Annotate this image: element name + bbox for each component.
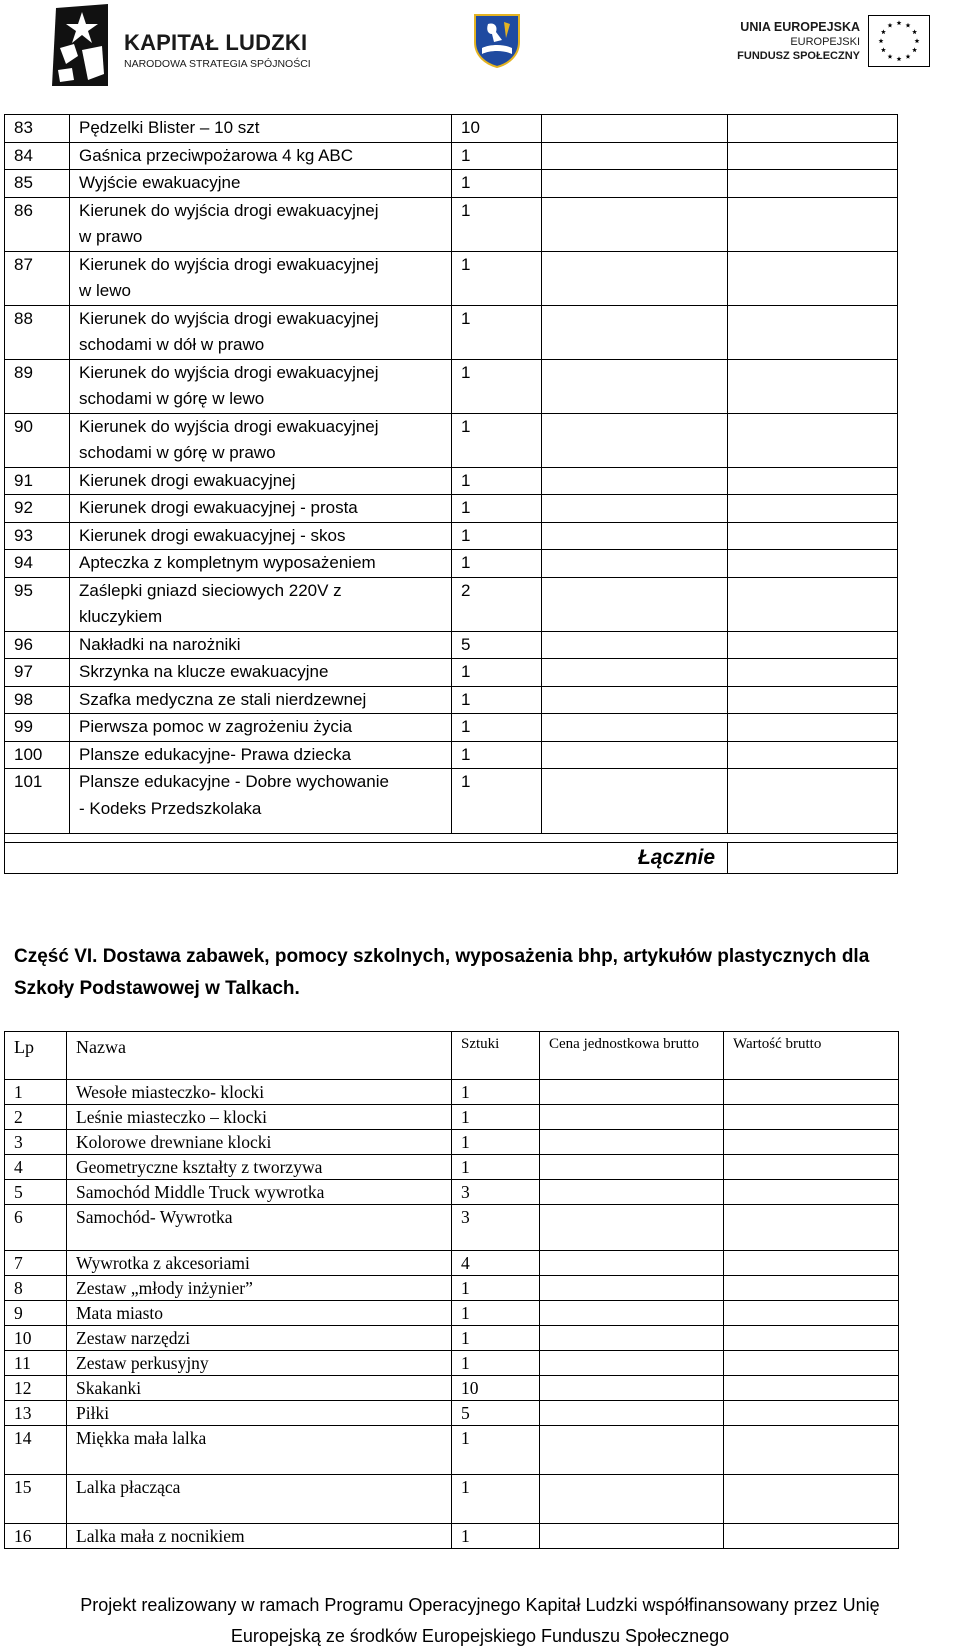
eu-label-line2: EUROPEJSKI [790,36,860,48]
row-unit-price [542,522,728,550]
row-unit-price [542,659,728,687]
table-header-row [5,1032,899,1080]
table-row [5,413,898,467]
row-unit-price [542,142,728,170]
row-qty: 1 [452,1130,540,1155]
table-row [5,197,898,251]
row-total-value [724,1276,899,1301]
row-name [70,115,452,143]
row-total-value [724,1426,899,1475]
row-unit-price [540,1426,724,1475]
row-name-line: Kierunek drogi ewakuacyjnej - skos [79,525,346,545]
row-name [70,769,452,834]
row-qty: 1 [452,741,542,769]
row-unit-price [540,1080,724,1105]
row-total-value [728,714,898,742]
row-total-value [728,305,898,359]
row-lp: 13 [5,1401,67,1426]
total-label: Łącznie [5,843,728,874]
row-unit-price [540,1376,724,1401]
footer-line2: Europejską ze środków Europejskiego Funduszu Społecznego [230,1626,730,1646]
row-qty: 1 [452,495,542,523]
row-name-line: w prawo [79,227,143,246]
table-row [5,659,898,687]
row-name: Piłki [67,1401,452,1426]
row-name: Zestaw narzędzi [67,1326,452,1351]
row-unit-price [542,413,728,467]
row-lp: 8 [5,1276,67,1301]
row-name-line: Gaśnica przeciwpożarowa 4 kg ABC [79,145,354,165]
eu-label-line3: FUNDUSZ SPOŁECZNY [737,50,860,62]
row-total-value [724,1301,899,1326]
row-total-value [724,1326,899,1351]
table-row [5,550,898,578]
row-name-line: Plansze edukacyjne - Dobre wychowanie [79,772,389,791]
row-name [70,170,452,198]
table-row [5,495,898,523]
row-total-value [724,1401,899,1426]
row-name [70,251,452,305]
row-name [70,142,452,170]
row-lp: 101 [5,769,70,834]
table-row [5,769,898,834]
row-unit-price [542,197,728,251]
row-unit-price [540,1326,724,1351]
table-row [5,714,898,742]
row-name-line: Kierunek do wyjścia drogi ewakuacyjnej [79,200,379,220]
row-lp: 10 [5,1326,67,1351]
table-row [5,251,898,305]
row-lp: 100 [5,741,70,769]
row-name: Samochód Middle Truck wywrotka [67,1180,452,1205]
row-unit-price [542,251,728,305]
row-total-value [724,1180,899,1205]
row-total-value [728,467,898,495]
row-lp: 98 [5,686,70,714]
row-total-value [728,142,898,170]
row-name-line: kluczykiem [79,607,163,626]
table-row [5,1326,899,1351]
table-row [5,1276,899,1301]
row-qty: 1 [452,197,542,251]
spacer-cell [542,834,728,843]
row-name: Samochód- Wywrotka [67,1205,452,1251]
table-row [5,1205,899,1251]
equipment-table-continued [4,114,898,874]
table-row [5,305,898,359]
row-name [70,413,452,467]
row-unit-price [542,495,728,523]
page-header [0,0,960,100]
row-qty: 1 [452,305,542,359]
row-total-value [724,1155,899,1180]
row-qty: 1 [452,522,542,550]
row-name: Kolorowe drewniane klocki [67,1130,452,1155]
table-row [5,686,898,714]
table-row [5,1155,899,1180]
row-total-value [724,1524,899,1549]
row-lp: 16 [5,1524,67,1549]
row-unit-price [540,1351,724,1376]
spacer-row [5,834,898,843]
table-row [5,1524,899,1549]
row-unit-price [540,1105,724,1130]
row-name [70,686,452,714]
row-lp: 5 [5,1180,67,1205]
row-lp: 89 [5,359,70,413]
kapital-ludzki-logo-icon [52,4,112,86]
table-row [5,1251,899,1276]
row-qty: 1 [452,550,542,578]
row-lp: 11 [5,1351,67,1376]
table-row [5,1105,899,1130]
row-qty: 5 [452,631,542,659]
row-total-value [728,359,898,413]
row-unit-price [542,467,728,495]
kapital-ludzki-logo [52,4,312,86]
row-qty: 5 [452,1401,540,1426]
row-name [70,714,452,742]
row-qty: 2 [452,577,542,631]
row-name-line: Kierunek drogi ewakuacyjnej - prosta [79,498,358,517]
row-name-line: Pędzelki Blister – 10 szt [79,118,260,137]
header-name: Nazwa [67,1032,452,1080]
row-qty: 1 [452,686,542,714]
row-name-line: Kierunek do wyjścia drogi ewakuacyjnej [79,308,379,328]
row-total-value [728,577,898,631]
row-name-line: w lewo [79,281,131,300]
row-name-line: schodami w górę w lewo [79,389,265,408]
logo-subtitle: NARODOWA STRATEGIA SPÓJNOŚCI [124,58,311,70]
total-value [728,843,898,874]
footer-line1: Projekt realizowany w ramach Programu Operacyjnego Kapitał Ludzki współfinansowany przez Unię [80,1595,880,1615]
spacer-cell [728,834,898,843]
row-name [70,359,452,413]
row-unit-price [542,115,728,143]
row-qty: 1 [452,659,542,687]
row-unit-price [540,1301,724,1326]
row-lp: 15 [5,1475,67,1524]
table-row [5,1130,899,1155]
row-unit-price [540,1205,724,1251]
row-lp: 4 [5,1155,67,1180]
row-name: Miękka mała lalka [67,1426,452,1475]
total-row [5,843,898,874]
row-qty: 1 [452,359,542,413]
row-unit-price [540,1475,724,1524]
header-unit-price: Cena jednostkowa brutto [540,1032,724,1080]
row-qty: 1 [452,467,542,495]
row-lp: 3 [5,1130,67,1155]
row-total-value [728,631,898,659]
row-lp: 88 [5,305,70,359]
row-name-line: Skrzynka na klucze ewakuacyjne [79,662,329,681]
row-qty: 1 [452,1426,540,1475]
row-lp: 97 [5,659,70,687]
row-unit-price [540,1401,724,1426]
header-qty: Sztuki [452,1032,540,1080]
row-lp: 91 [5,467,70,495]
row-name-line: Zaślepki gniazd sieciowych 220V z [79,580,342,600]
row-lp: 94 [5,550,70,578]
row-lp: 99 [5,714,70,742]
toys-table [4,1031,899,1549]
row-name-line: schodami w dół w prawo [79,335,265,354]
table-row [5,1351,899,1376]
row-qty: 10 [452,1376,540,1401]
row-lp: 96 [5,631,70,659]
row-total-value [724,1080,899,1105]
row-qty: 1 [452,769,542,834]
row-qty: 1 [452,170,542,198]
row-name [70,305,452,359]
row-name: Wesołe miasteczko- klocki [67,1080,452,1105]
row-name: Leśnie miasteczko – klocki [67,1105,452,1130]
row-total-value [724,1376,899,1401]
row-qty: 1 [452,251,542,305]
row-total-value [728,115,898,143]
spacer-cell [5,834,70,843]
row-total-value [724,1105,899,1130]
logo-title: KAPITAŁ LUDZKI [124,30,308,55]
table-row [5,522,898,550]
header-total-value: Wartość brutto [724,1032,899,1080]
row-total-value [728,413,898,467]
eu-label-line1: UNIA EUROPEJSKA [740,20,860,34]
row-unit-price [542,359,728,413]
row-qty: 10 [452,115,542,143]
row-name: Mata miasto [67,1301,452,1326]
row-name [70,577,452,631]
row-lp: 14 [5,1426,67,1475]
table-row [5,142,898,170]
row-unit-price [542,577,728,631]
spacer-cell [70,834,452,843]
row-qty: 1 [452,1524,540,1549]
table-row [5,359,898,413]
table-row [5,115,898,143]
table-row [5,1376,899,1401]
row-total-value [724,1251,899,1276]
header-lp: Lp [5,1032,67,1080]
row-unit-price [542,305,728,359]
row-unit-price [540,1276,724,1301]
table-row [5,1301,899,1326]
row-lp: 9 [5,1301,67,1326]
row-lp: 92 [5,495,70,523]
row-name-line: Kierunek drogi ewakuacyjnej [79,470,296,490]
table-row [5,170,898,198]
row-name [70,550,452,578]
section-title-line1: Część VI. Dostawa zabawek, pomocy szkolnych, wyposażenia bhp, artykułów plastycznych dla [14,946,870,967]
row-total-value [728,251,898,305]
row-total-value [728,197,898,251]
row-name: Lalka mała z nocnikiem [67,1524,452,1549]
table-row [5,1401,899,1426]
row-name [70,197,452,251]
row-lp: 83 [5,115,70,143]
row-total-value [728,522,898,550]
row-name-line: schodami w górę w prawo [79,443,276,462]
row-qty: 1 [452,1326,540,1351]
row-unit-price [542,714,728,742]
row-lp: 93 [5,522,70,550]
row-unit-price [540,1180,724,1205]
table-row [5,1426,899,1475]
row-name-line: Kierunek do wyjścia drogi ewakuacyjnej [79,362,379,382]
row-lp: 1 [5,1080,67,1105]
row-name [70,741,452,769]
section-title [14,941,934,1005]
row-lp: 12 [5,1376,67,1401]
row-total-value [724,1351,899,1376]
row-qty: 1 [452,1105,540,1130]
row-name [70,522,452,550]
table-row [5,1080,899,1105]
municipal-crest-icon [472,12,522,68]
row-name [70,467,452,495]
table-row [5,1475,899,1524]
table-row [5,467,898,495]
table-row [5,741,898,769]
row-total-value [724,1130,899,1155]
row-unit-price [542,550,728,578]
row-unit-price [542,170,728,198]
row-unit-price [540,1251,724,1276]
row-total-value [728,686,898,714]
eu-fund-label [700,20,860,63]
row-total-value [728,495,898,523]
row-name [70,631,452,659]
row-unit-price [542,686,728,714]
eu-flag-icon [868,15,930,67]
page-footer [0,1590,960,1652]
row-name-line: Apteczka z kompletnym wyposażeniem [79,553,376,572]
row-name-line: Szafka medyczna ze stali nierdzewnej [79,689,367,709]
table-row [5,1180,899,1205]
row-unit-price [540,1155,724,1180]
row-qty: 1 [452,1080,540,1105]
row-qty: 1 [452,714,542,742]
row-name-line: Pierwsza pomoc w zagrożeniu życia [79,717,353,736]
row-name [70,495,452,523]
row-qty: 1 [452,1351,540,1376]
row-qty: 1 [452,1155,540,1180]
row-unit-price [542,741,728,769]
row-name-line: Kierunek do wyjścia drogi ewakuacyjnej [79,254,379,274]
row-lp: 6 [5,1205,67,1251]
row-lp: 85 [5,170,70,198]
row-qty: 4 [452,1251,540,1276]
row-name: Lalka płacząca [67,1475,452,1524]
row-qty: 3 [452,1205,540,1251]
row-lp: 86 [5,197,70,251]
row-unit-price [542,769,728,834]
row-total-value [728,769,898,834]
row-name-line: - Kodeks Przedszkolaka [79,798,262,818]
row-qty: 1 [452,1475,540,1524]
row-lp: 87 [5,251,70,305]
section-title-line2: Szkoły Podstawowej w Talkach. [14,978,300,999]
row-qty: 1 [452,1276,540,1301]
row-name-line: Plansze edukacyjne- Prawa dziecka [79,744,352,764]
row-lp: 2 [5,1105,67,1130]
row-lp: 84 [5,142,70,170]
row-name: Zestaw perkusyjny [67,1351,452,1376]
row-name: Wywrotka z akcesoriami [67,1251,452,1276]
row-name-line: Nakładki na narożniki [79,634,241,654]
row-name-line: Kierunek do wyjścia drogi ewakuacyjnej [79,416,379,436]
row-qty: 1 [452,413,542,467]
spacer-cell [452,834,542,843]
row-qty: 1 [452,142,542,170]
row-name [70,659,452,687]
row-lp: 95 [5,577,70,631]
table-row [5,631,898,659]
row-lp: 90 [5,413,70,467]
row-total-value [728,659,898,687]
row-lp: 7 [5,1251,67,1276]
row-name: Skakanki [67,1376,452,1401]
row-total-value [728,550,898,578]
row-total-value [724,1475,899,1524]
row-qty: 1 [452,1301,540,1326]
row-total-value [724,1205,899,1251]
row-total-value [728,741,898,769]
row-unit-price [542,631,728,659]
row-name: Zestaw „młody inżynier” [67,1276,452,1301]
row-unit-price [540,1524,724,1549]
row-total-value [728,170,898,198]
row-unit-price [540,1130,724,1155]
row-name: Geometryczne kształty z tworzywa [67,1155,452,1180]
row-name-line: Wyjście ewakuacyjne [79,173,241,192]
row-qty: 3 [452,1180,540,1205]
table-row [5,577,898,631]
